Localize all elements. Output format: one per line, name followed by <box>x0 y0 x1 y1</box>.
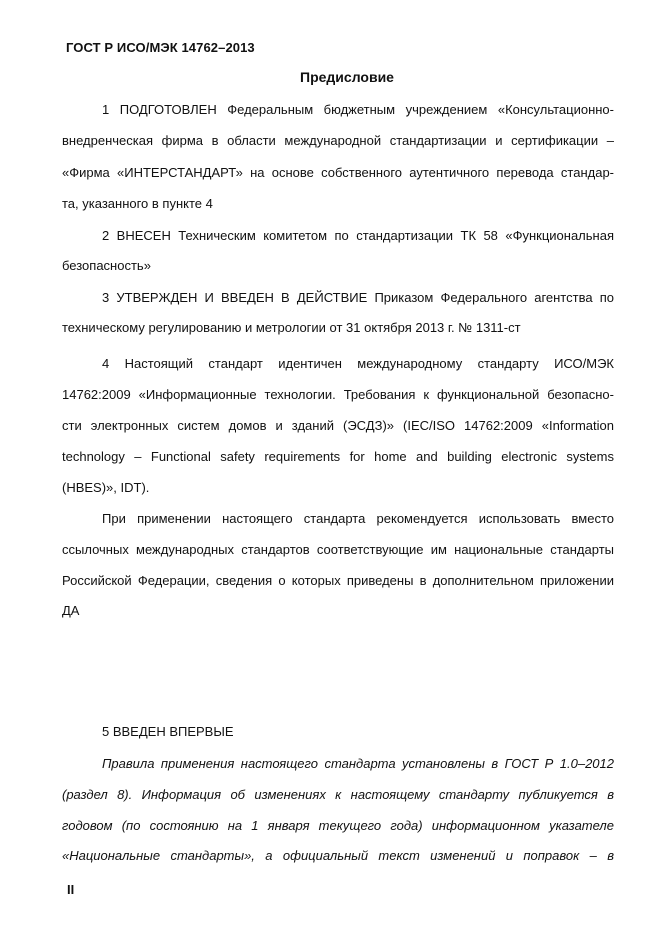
page-number: II <box>67 882 75 897</box>
paragraph-7-line-2: (раздел 8). Информация об изменениях к настоящему стандарту публикуется в <box>62 787 614 802</box>
paragraph-4-line-1: 4 Настоящий стандарт идентичен международному стандарту ИСО/МЭК <box>102 356 614 371</box>
paragraph-4-line-3: сти электронных систем домов и зданий (ЭСДЗ)» (IEC/ISO 14762:2009 «Information <box>62 418 614 433</box>
paragraph-4-line-2: 14762:2009 «Информационные технологии. Требования к функциональной безопасно- <box>62 387 614 402</box>
paragraph-1-line-4: та, указанного в пункте 4 <box>62 196 213 211</box>
paragraph-3-line-2: техническому регулированию и метрологии от 31 октября 2013 г. № 1311-ст <box>62 320 521 335</box>
document-code-header: ГОСТ Р ИСО/МЭК 14762–2013 <box>66 40 255 55</box>
paragraph-4-line-4: technology – Functional safety requirements for home and building electronic systems <box>62 449 614 464</box>
paragraph-1-line-3: «Фирма «ИНТЕРСТАНДАРТ» на основе собственного аутентичного перевода стандар- <box>62 165 614 180</box>
paragraph-5-line-3: Российской Федерации, сведения о которых приведены в дополнительном приложении <box>62 573 614 588</box>
paragraph-7-line-1: Правила применения настоящего стандарта установлены в ГОСТ Р 1.0–2012 <box>102 756 614 771</box>
paragraph-3-line-1: 3 УТВЕРЖДЕН И ВВЕДЕН В ДЕЙСТВИЕ Приказом Федерального агентства по <box>102 290 614 305</box>
page-title: Предисловие <box>300 69 394 85</box>
paragraph-5-line-2: ссылочных международных стандартов соответствующие им национальные стандарты <box>62 542 614 557</box>
paragraph-7-line-4: «Национальные стандарты», а официальный текст изменений и поправок – в <box>62 848 614 863</box>
paragraph-7-line-3: годовом (по состоянию на 1 января текущего года) информационном указателе <box>62 818 614 833</box>
paragraph-1-line-2: внедренческая фирма в области международной стандартизации и сертификации – <box>62 133 614 148</box>
paragraph-1-line-1: 1 ПОДГОТОВЛЕН Федеральным бюджетным учреждением «Консультационно- <box>102 102 614 117</box>
paragraph-2-line-2: безопасность» <box>62 258 151 273</box>
paragraph-2-line-1: 2 ВНЕСЕН Техническим комитетом по стандартизации ТК 58 «Функциональная <box>102 228 614 243</box>
paragraph-5-line-1: При применении настоящего стандарта рекомендуется использовать вместо <box>102 511 614 526</box>
paragraph-5-line-4: ДА <box>62 603 80 618</box>
paragraph-4-line-5: (HBES)», IDT). <box>62 480 150 495</box>
paragraph-6-line-1: 5 ВВЕДЕН ВПЕРВЫЕ <box>102 724 234 739</box>
